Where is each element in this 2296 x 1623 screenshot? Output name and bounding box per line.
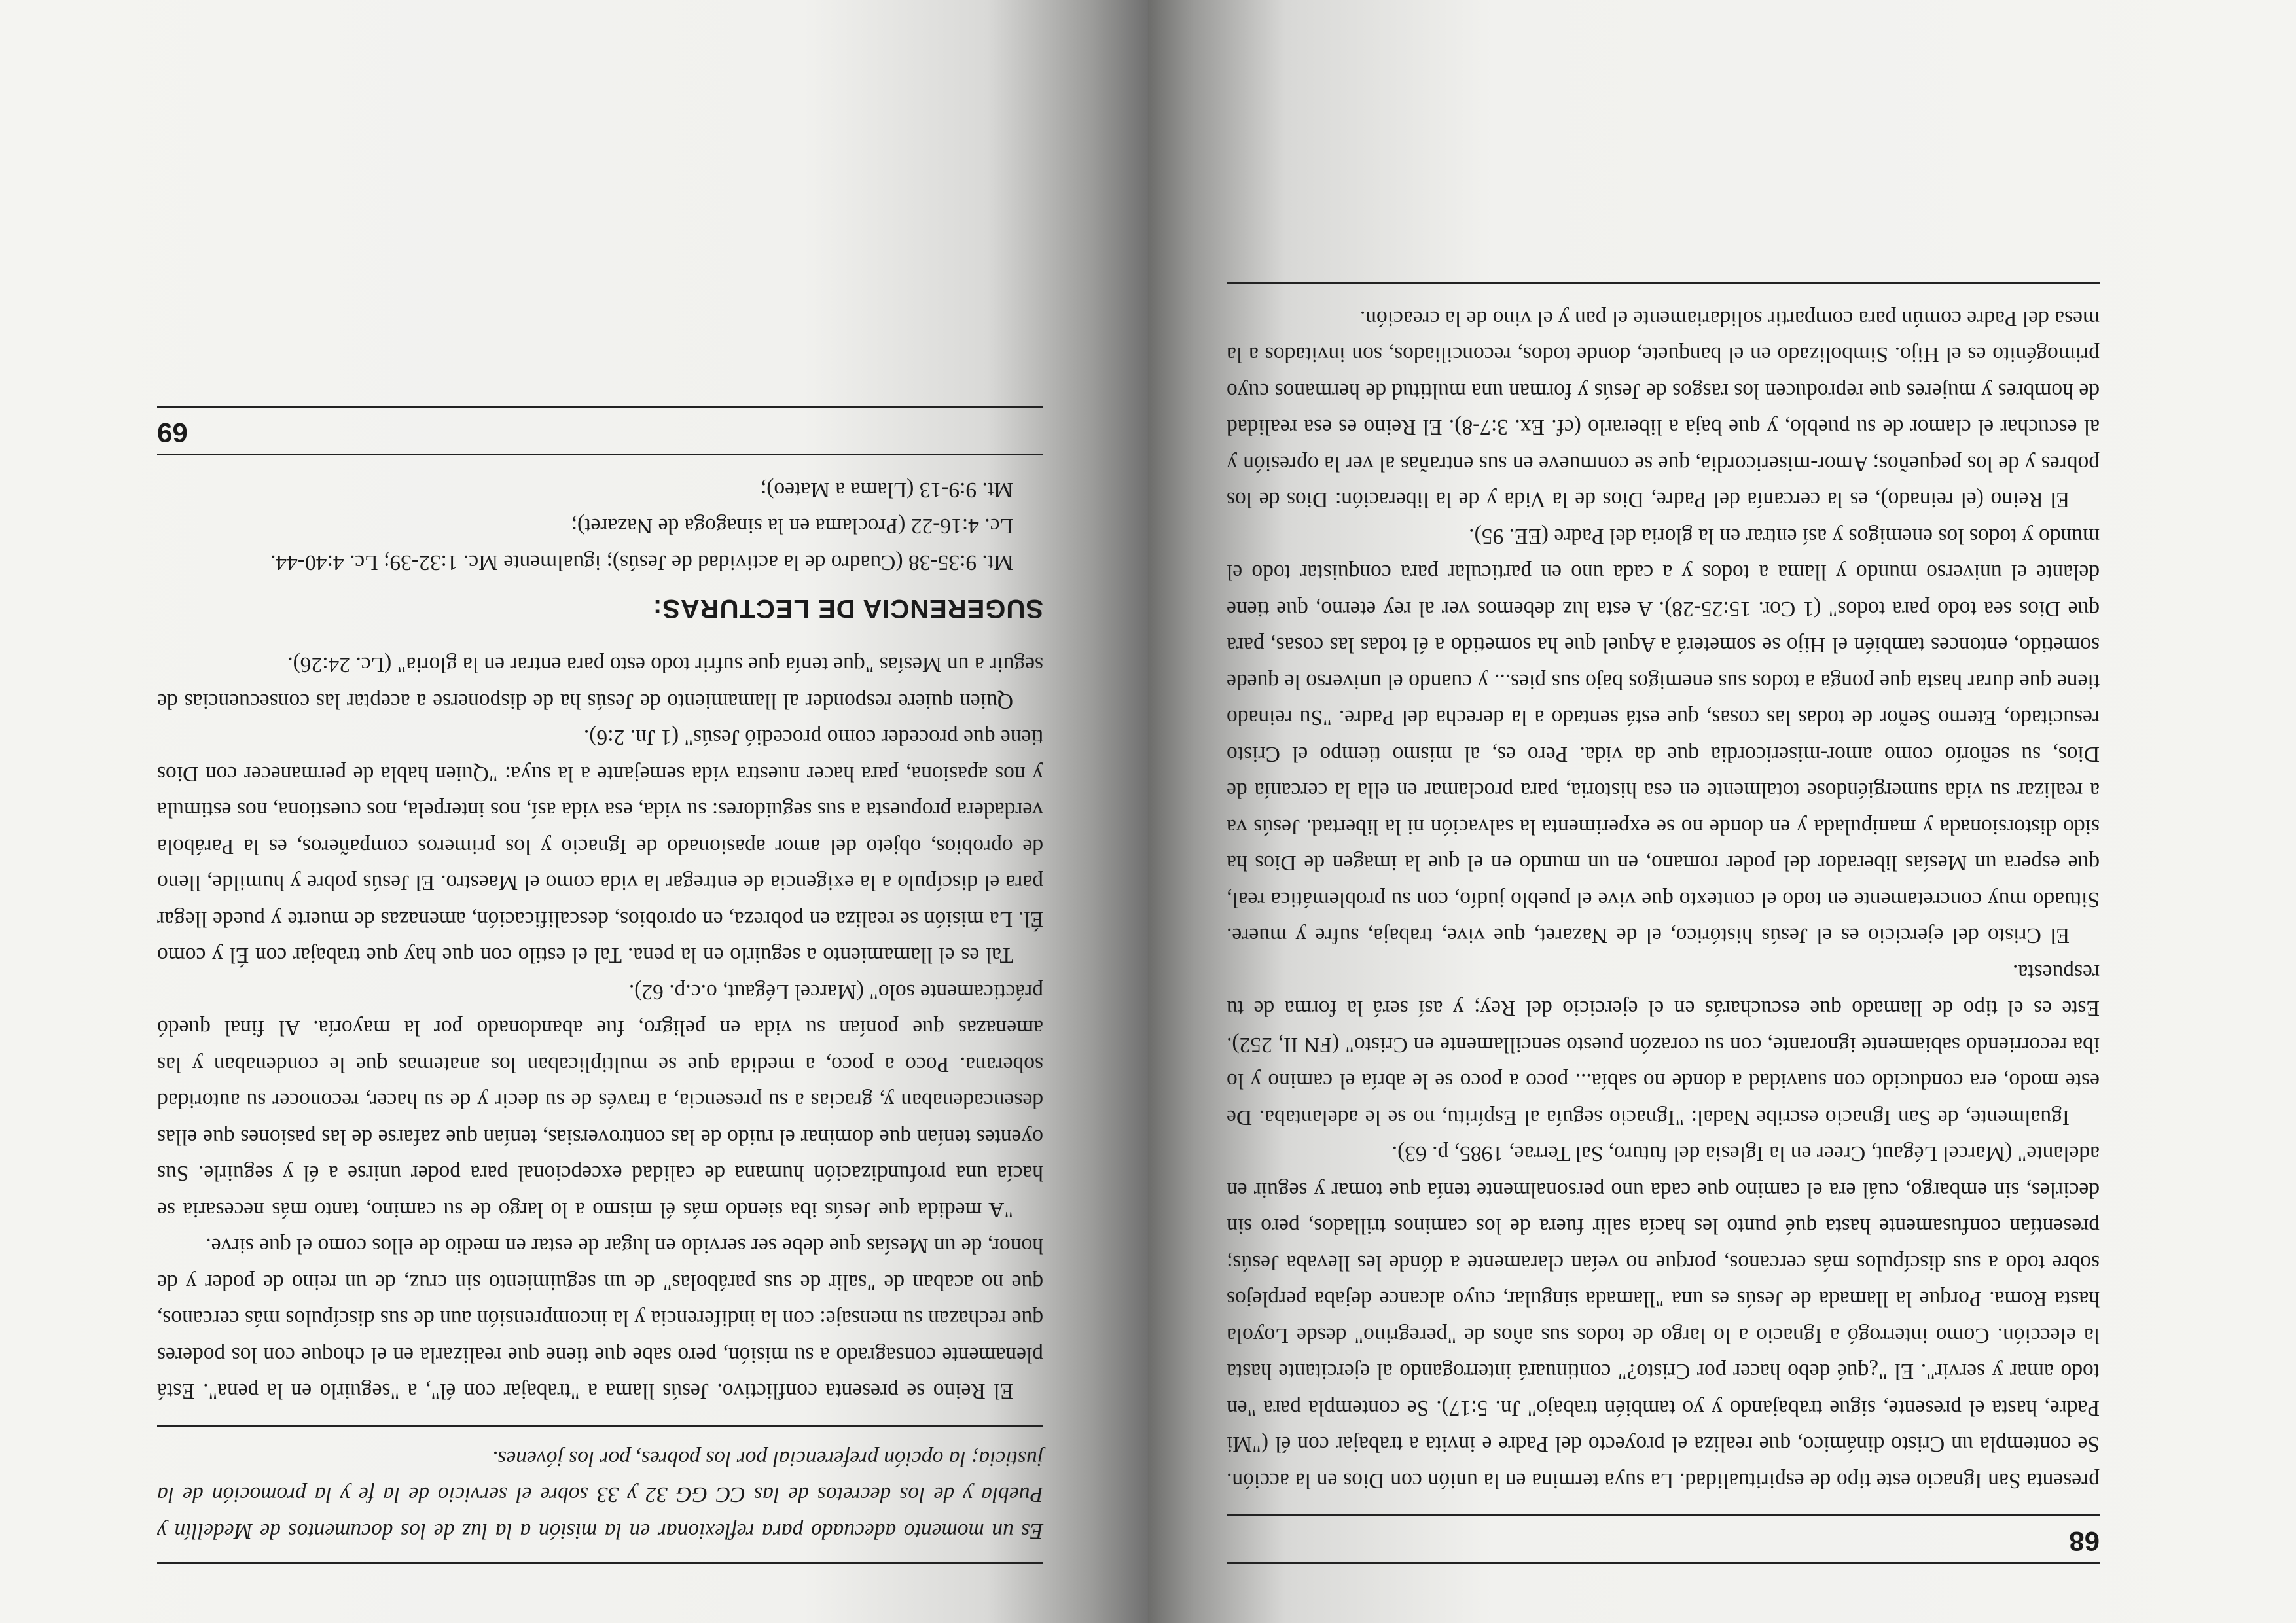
page-number: 68 xyxy=(2069,1526,2100,1557)
section-title: SUGERENCIA DE LECTURAS: xyxy=(652,594,1043,623)
page-header xyxy=(1227,1516,2100,1562)
reading-item: Mt. 9:9-13 (Llama a Mateo); xyxy=(760,478,1013,502)
top-rule xyxy=(1227,1562,2100,1564)
page-number: 69 xyxy=(157,418,188,449)
paragraph: El Cristo del ejercicio es el Jesús histórico, el de Nazaret, que vive, trabaja, sufre y muere. Situado muy concretamente en todo el contexto que vive el pueblo judío, con su problemática real, que espera un Mesías liberador del poder romano, en un mundo en el que la imagen de Dios ha sido distorsionada y manipulada y en donde no se experimenta la salvación ni la libertad. Jesús va a realizar su vida sumergiéndose totalmente en esa historia, para proclamar en ella la cercanía de Dios, su señorío como amor-misericordia que da vida. Pero es, al mismo tiempo el Cristo resucitado, Eterno Señor de todas las cosas, que está sentado a la derecha del Padre. "Su reinado tiene que durar hasta que ponga a todos sus enemigos bajo sus pies... y cuando el universo le quede sometido, entonces también el Hijo se someterá a Aquel que ha sometido a él todas las cosas, para que Dios sea todo para todos" (1 Cor. 15:25-28). A esta luz debemos ver al rey eterno, que tiene delante el universo mundo y llama a todos y a cada uno en particular para conquistar todo el mundo y todos los enemigos y así entrar en la gloria del Padre (EE. 95). xyxy=(1227,524,2100,948)
body-text xyxy=(157,647,1043,1410)
paragraph: Igualmente, de San Ignacio escribe Nadal: "Ignacio seguía al Espíritu, no se le adelantaba. De este modo, era conducido con suavidad a donde no sabía... poco a poco se le abría el camino y lo iba recorriendo sabiamente ignorante, con su corazón puesto sencillamente en Cristo" (FN II, 252). Este es el tipo de llamado que escucharás en el ejercicio del Rey; y así será la forma de tu respuesta. xyxy=(1227,960,2100,1130)
reading-item: Mt. 9:35-38 (Cuadro de la actividad de Jesús); igualmente Mc. 1:32-39; Lc. 4:40-44. xyxy=(270,550,1013,575)
paragraph: presenta San Ignacio este tipo de espiritualidad. La suya termina en la unión con Dios en la acción. Se contempla un Cristo dinámico, que realiza el proyecto del Padre e invita a trabajar con él ("Mi Padre, hasta el presente, sigue trabajando y yo también trabajo" Jn. 5:17). Se contempla para "en todo amar y servir". El "¿qué debo hacer por Cristo?" continuará interrogando al ejercitante hasta la elección. Como interrogó a Ignacio a lo largo de todos sus años de "peregrino" desde Loyola hasta Roma. Porque la llamada de Jesús es una "llamada singular, cuyo alcance dejaba perplejos sobre todo a sus discípulos más cercanos, porque no veían claramente a dónde les llevaba Jesús; presentían confusamente hasta qué punto les hacía salir fuera de los caminos trillados, pero sin decirles, sin embargo, cuál era el camino que cada uno personalmente tenía que tomar y seguir en adelante" (Marcel Légaut, Creer en la Iglesia del futuro, Sal Terrae, 1985, p. 63). xyxy=(1227,1141,2100,1493)
paragraph: Quien quiere responder al llamamiento de Jesús ha de disponerse a aceptar las consecuencias de seguir a un Mesías "que tenía que sufrir todo esto para entrar en la gloria" (Lc. 24:26). xyxy=(157,652,1043,713)
page-68 xyxy=(1148,0,2296,1623)
top-rule xyxy=(157,1562,1043,1564)
readings-list xyxy=(157,472,1043,581)
paragraph: El Reino se presenta conflictivo. Jesús llama a "trabajar con él", a "seguirlo en la pena". Está plenamente consagrado a su misión, pero sabe que tiene que realizarla en el choque con los poderes que rechazan su mensaje: con la indiferencia y la incomprensión aun de sus discípulos más cercanos, que no acaban de "salir de sus parábolas" de un seguimiento sin cruz, de un reino de poder y de honor, de un Mesías que debe ser servido en lugar de estar en medio de ellos como el que sirve. xyxy=(157,1234,1043,1404)
page-footer xyxy=(157,408,1043,454)
footer-rule xyxy=(157,454,1043,456)
paragraph: El Reino (el reinado), es la cercanía del Padre, Dios de la Vida y de la liberación: Dios de los pobres y de los pequeños; Amor-misericordia, que se conmueve en sus entrañas al ver la opresión y al escuchar el clamor de su pueblo, y que baja a liberarlo (cf. Ex. 3:7-8). El Reino es esa realidad de hombres y mujeres que reproducen los rasgos de Jesús y forman una multitud de hermanos cuyo primogénito es el Hijo. Simbolizado en el banquete, donde todos, reconciliados, son invitados a la mesa del Padre común para compartir solidariamente el pan y el vino de la creación. xyxy=(1227,306,2100,512)
bottom-rule xyxy=(1227,283,2100,285)
paragraph: "A medida que Jesús iba siendo más él mismo a lo largo de su camino, tanto más necesaria se hacía una profundización humana de calidad excepcional para poder unirse a él y seguirle. Sus oyentes tenían que dominar el ruido de las controversias, tenían que zafarse de las pasiones que ellas desencadenaban y, gracias a su presencia, a través de su decir y de su hacer, reconocer su autoridad soberana. Poco a poco, a medida que se multiplicaban los anatemas que le condenaban y las amenazas que ponían su vida en peligro, fue abandonado por la mayoría. Al final quedó prácticamente solo" (Marcel Légaut, o.c.p. 62). xyxy=(157,980,1043,1222)
reading-item: Lc. 4:16-22 (Proclama en la sinagoga de Nazaret); xyxy=(571,514,1013,539)
paragraph: Tal es el llamamiento a seguirlo en la pena. Tal el estilo con que hay que trabajar con Él y como Él. La misión se realiza en pobreza, en oprobios, descalificación, amenazas de muerte y puede llegar para el discípulo a la exigencia de entregar la vida como el Maestro. El Jesús pobre y humilde, lleno de oprobios, objeto del amor apasionado de Ignacio y los primeros compañeros, es la Parábola verdadera propuesta a sus seguidores: su vida, esa vida así, nos interpela, nos cuestiona, nos estimula y nos apasiona, para hacer nuestra vida semejante a la suya: "Quien habla de permanecer con Dios tiene que proceder como procedió Jesús" (1 Jn. 2:6). xyxy=(157,725,1043,968)
body-text xyxy=(1227,300,2100,1499)
header-rule xyxy=(1227,1514,2100,1516)
reflection-box xyxy=(157,1427,1043,1563)
bottom-rule xyxy=(157,406,1043,408)
box-text: Es un momento adecuado para reflexionar en la misión a la luz de los documentos de Medellín y Puebla y de los decretos de las CC GG 32 y 33 sobre el servicio de la fe y la promoción de la justicia; la opción preferencial por los pobres, por los jóvenes. xyxy=(157,1446,1043,1543)
box-rule xyxy=(157,1425,1043,1427)
